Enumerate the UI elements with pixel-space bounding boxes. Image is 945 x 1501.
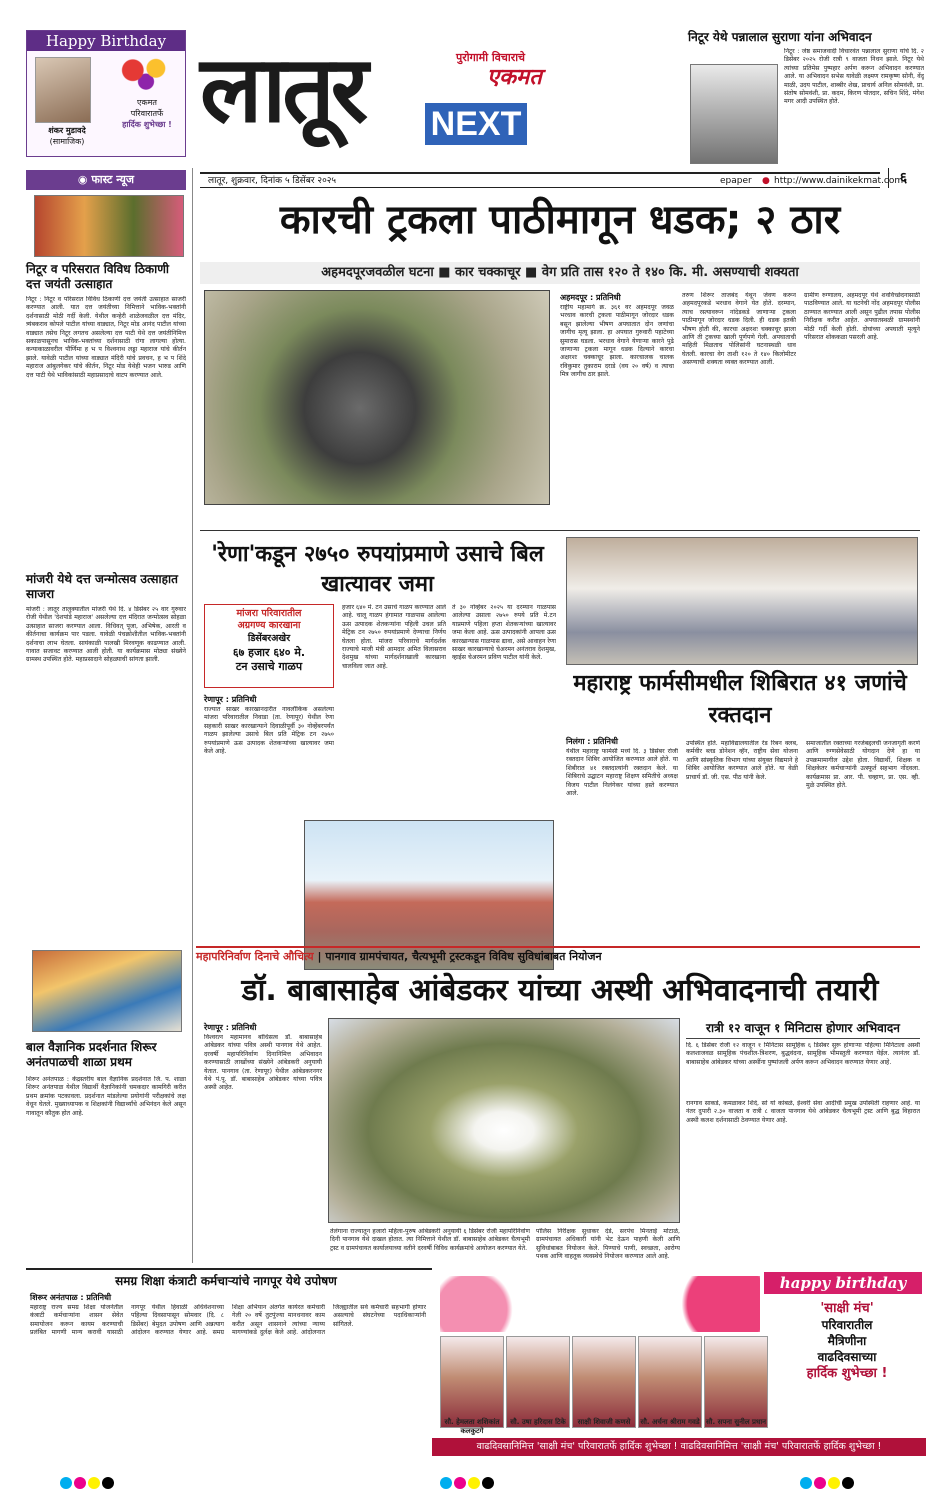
- mahaparinirvan-bar: [196, 946, 920, 966]
- sakshi-hb-label: happy birthday: [764, 1272, 922, 1294]
- pharmacy-dateline: निलंगा : प्रतिनिधी: [566, 737, 618, 746]
- fast-news-story2-text: मांजरी : लातूर तालुक्यातील मांजरी येथे दि. ४ डिसेंबर २५ वार गुरुवार रोजी येथील 'देशपांडे महाराज' असलेल्या दत्त मंदिरात जन्मोत्सव सोहळा उत्साहात साजरा करण्यात आला. विधिवत् पूजा, अभिषेक, आरती व कीर्तनाचा कार्यक्रम पार पडला. यावेळी पंचक्रोशीतील भाविक-भक्तांनी दर्शनाचा लाभ घेतला. सायंकाळी पालखी मिरवणूक काढण्यात आली. गावात सजावट करण्यात आली होती. या कार्यक्रमास मोठ्या संख्येने ग्रामस्थ उपस्थित होते. महाप्रसादाने सोहळ्याची सांगता झाली.: [26, 606, 186, 664]
- obituary-headline: निटूर येथे पन्नालाल सुराणा यांना अभिवादन: [688, 30, 872, 44]
- tulip-decor-icon: [440, 1276, 760, 1332]
- fast-news-header: [26, 170, 186, 190]
- obituary-text: निटूर : जेष्ठ समाजवादी विचारवंत पन्नालाल सुराणा यांचे दि. २ डिसेंबर २०२५ रोजी रात्री ९ वाजता निधन झाले. निटूर येथे त्यांच्या प्रतिमेस पुष्पहार अर्पण करून अभिवादन करण्यात आले. या अभिवादन सभेस यावेळी लक्ष्मण रामकृष्ण सोनी, वेंदू माळी, उदय पाटील, शाब्बीर शेख, प्राचार्य अनिल सोमवंशी, प्रा. संतोष सोमवंशी, प्रा. कदम, किरण पोतदार, सचिन शिंदे, मंगेश मगर आदी उपस्थित होते.: [784, 48, 924, 106]
- strike-text: महाराष्ट्र राज्य समग्र शिक्षा योजनेतील कंत्राटी कर्मचाऱ्यांना शासन सेवेत समायोजन करून कायम करण्याची प्रलंबित मागणी मान्य करावी यासाठी नागपूर येथील हिवाळी अधिवेशनाच्या पहिल्या दिवसापासून सोमवार (दि. ८ डिसेंबर) बेमुदत उपोषण आणि अन्नत्याग आंदोलन करण्यात येणार आहे. समग्र शिक्षा अभियान अंतर्गत कार्यरत कर्मचारी गेली २० वर्षे तुटपुंज्या मानधनावर काम करीत असून शासनाने त्यांच्या न्याय्य मागण्यांकडे दुर्लक्ष केले आहे. आंदोलनात जिल्ह्यातील सर्व कर्मचारी सहभागी होणार असल्याचे संघटनेच्या पदाधिकाऱ्यांनी सांगितले.: [30, 1304, 426, 1337]
- sakshi-bottom-bar: वाढदिवसानिमित्त 'साक्षी मंच' परिवारातर्फे हार्दिक शुभेच्छा ! वाढदिवसानिमित्त 'साक्षी मंच' परिवारातर्फे हार्दिक शुभेच्छा !: [432, 1438, 926, 1456]
- page-number: ६: [888, 168, 918, 188]
- registration-right: [800, 1474, 856, 1493]
- person-name-3: साक्षी शिवाजी कणसे: [577, 1418, 631, 1426]
- person-name-1: सौ. हेमलता शशिकांत कलकुटगे: [444, 1418, 500, 1435]
- mahaparinirvan-bar-label: महापरिनिर्वाण दिनाचे औचित्य: [196, 950, 314, 963]
- lead-col-1: राष्ट्रीय महामार्ग क्र. ३६१ वर अहमदपूर जवळ भरधाव कारची ट्रकला पाठीमागून जोरदार धडक बसून झालेल्या भीषण अपघातात दोन जणांचा जागीच मृत्यू झाला. हा अपघात गुरुवारी पहाटेच्या सुमारास घडला. भरधाव वेगाने येणाऱ्या कारने पुढे जाणाऱ्या ट्रकला मागून धडक दिल्याने कारचा अक्षरशः चक्काचूर झाला. कारचालक चालक रविकुमार तुकाराम दराडे (वय २० वर्ष) व त्याचा मित्र जागीच ठार झाले.: [560, 304, 674, 379]
- lead-crash-photo: [204, 290, 550, 505]
- birthday-wish-1: एकमत: [137, 98, 157, 107]
- fast-news-photo-1: [34, 195, 184, 257]
- mahaparinirvan-col-1: विश्वरत्न महामानव बोधिसत्व डॉ. बाबासाहेब आंबेडकर यांच्या पवित्र अस्थी पानगाव येथे आहेत. दरवर्षी महापरिनिर्वाण दिनानिमित्त अभिवादन करण्यासाठी लाखोंच्या संख्येने आंबेडकरी अनुयायी येतात. पानगाव (ता. रेणापूर) येथील आंबेडकरनगर येथे पं.पू. डॉ. बाबासाहेब आंबेडकर यांच्या पवित्र अस्थी आहेत.: [204, 1034, 322, 1092]
- sakshi-caption-3: मैत्रिणीना: [827, 1334, 867, 1348]
- mahaparinirvan-bar-text: पानगाव ग्रामपंचायत, चैत्यभूमी ट्रस्टकडून विविध सुविधांबाबत नियोजन: [325, 950, 602, 963]
- section-divider-1: [200, 530, 920, 531]
- reyna-col-1: राज्यात साखर कारखानदारीत नावलौकिक असलेल्या मांजरा परिवारातील निवाडा (ता. रेणापूर) येथील रेणा सहकारी साखर कारखान्याने दिवाळीपूर्वी ३० नोव्हेंबरपर्यंत गाळप झालेल्या उसाचे बिल प्रति मेट्रिक टन २७५० रुपयांप्रमाणे ऊस उत्पादक शेतकऱ्यांच्या खात्यावर जमा केले आहे.: [204, 706, 334, 756]
- lead-subhead: अहमदपूरजवळील घटना ■ कार चक्काचूर ■ वेग प्रति तास १२० ते १४० कि. मी. असण्याची शक्यता: [200, 262, 920, 284]
- person-photo-3: [572, 1336, 636, 1428]
- reyna-box-line1: मांजरा परिवारातील: [236, 608, 302, 619]
- epaper-label: epaper: [720, 176, 752, 186]
- flowers-icon: [113, 55, 179, 93]
- reyna-col-3: ते ३० नोव्हेंबर २०२५ या दरम्यान गाळपास आलेल्या उसाला २७५० रुपये प्रति मे.टन याप्रमाणे पहिला हप्ता शेतकऱ्यांच्या खात्यावर जमा केला आहे. ऊस उत्पादकांनी आपला ऊस कारखान्यास गाळपास द्यावा, असे आवाहन रेणा साखर कारखान्याचे चेअरमन अनंतराव देशमुख, व्हाईस चेअरमन प्रविण पाटील यांनी केले.: [452, 604, 556, 662]
- mahaparinirvan-col-3: पोलिस निरीक्षक सुधाकर देडे, सरपंच मिनताई मोटाळे, ग्रामपंचायत अधिकारी यांनी भेट देऊन पाहणी केली आणि सुविधांबाबत नियोजन केले. पिण्याचे पाणी, स्वच्छता, आरोग्य पथक आणि वाहतूक व्यवस्थेचे नियोजन करण्यात आले आहे.: [536, 1228, 680, 1261]
- reyna-box-line5: टन उसाचे गाळप: [235, 660, 303, 673]
- reyna-box-line4: ६७ हजार ६४० मे.: [232, 646, 306, 659]
- strike-headline: समग्र शिक्षा कंत्राटी कर्मचाऱ्यांचे नागपूर येथे उपोषण: [115, 1274, 337, 1288]
- mahaparinirvan-side-col: रानगाव साकडे, कमळाकर शिंदे, सो यो कांबळे, ईश्वरी सेवा आदींची प्रमुख उपस्थिती राहणार आहे. या नंतर दुपारी २.३० वाजता व रात्री ८ वाजता पानगाव येथे आंबेडकर चैत्यभूमी ट्रस्ट आणि बुद्ध विहारात अस्थी कलश दर्शनासाठी ठेवण्यात येणार आहे.: [686, 1100, 920, 1124]
- sakshi-caption-1: 'साक्षी मंच': [820, 1301, 874, 1316]
- strike-dateline: शिरूर अनंतपाळ : प्रतिनिधी: [30, 1293, 112, 1302]
- birthday-role: (सामाजिक): [49, 137, 85, 146]
- lead-dateline: अहमदपूर : प्रतिनिधी: [560, 293, 621, 302]
- fast-news-story2-headline: मांजरी येथे दत्त जन्मोत्सव उत्साहात साजरा: [26, 572, 178, 601]
- obituary-photo: [690, 64, 778, 164]
- sakshi-caption-5: हार्दिक शुभेच्छा !: [806, 1366, 888, 1381]
- pharmacy-photo: [566, 537, 918, 665]
- reyna-dateline: रेणापूर : प्रतिनिधी: [204, 695, 257, 704]
- birthday-title: Happy Birthday: [27, 31, 185, 51]
- reyna-box-line2: अग्रगण्य कारखाना: [237, 620, 301, 631]
- website-link[interactable]: http://www.dainikekmat.com: [774, 176, 904, 186]
- print-registration-marks: [20, 1470, 925, 1490]
- dateline-bar: [200, 172, 904, 188]
- masthead-lokmat: एकमत: [487, 65, 542, 90]
- midnight-headline: रात्री १२ वाजून १ मिनिटास होणार अभिवादन: [686, 1020, 920, 1039]
- lead-headline: कारची ट्रकला पाठीमागून धडक; २ ठार: [279, 197, 841, 243]
- sakshi-caption-2: परिवारातील: [821, 1318, 873, 1332]
- birthday-photo: [35, 57, 91, 123]
- fast-news-label: फास्ट न्यूज: [91, 173, 135, 186]
- fast-news-story1-headline: निटूर व परिसरात विविध ठिकाणी दत्त जयंती उत्साहात: [26, 262, 170, 291]
- midnight-box: [686, 1020, 920, 1095]
- masthead-title: लातूर: [200, 36, 365, 143]
- reyna-box-line3: डिसेंबरअखेर: [247, 633, 291, 644]
- pharmacy-col-1: येथील महाराष्ट्र फार्मसी मध्ये दि. ३ डिसेंबर रोजी रक्तदान शिबिर आयोजित करण्यात आले होते. या शिबीरात ४१ रक्तदात्यांनी रक्तदान केले. या शिबिराचे उद्घाटन महाराष्ट्र शिक्षण समितीचे अध्यक्ष विजय पाटील निलंगेकर यांच्या हस्ते करण्यात आले.: [566, 748, 678, 798]
- mahaparinirvan-col-2: तेलंगाना राज्यातून हजारो महिला-पुरुष आंबेडकरी अनुयायी ६ डिसेंबर रोजी महापरिनिर्वाण दिनी पानगाव येथे दाखल होतात. त्या निमित्ताने येथील डॉ. बाबासाहेब आंबेडकर चैत्यभूमी ट्रस्ट व ग्रामपंचायत कार्यालयाच्या वतीने दरवर्षी विविध कार्यक्रमांचे आयोजन करण्यात येते.: [330, 1228, 530, 1252]
- birthday-wish-2: परिवारातर्फे: [130, 109, 164, 118]
- registration-center: [440, 1474, 496, 1493]
- fast-news-story3-text: शिरूर अनंतपाळ : केंद्रस्तरीय बाल वैज्ञानिक प्रदर्शनात जि. प. शाळा शिरूर अनंतपाळ येथील विद्यार्थी वैज्ञानिकांनी चमकदार कामगिरी करीत प्रथम क्रमांक पटकावला. प्रदर्शनात मांडलेल्या प्रयोगांनी परीक्षकांचे लक्ष वेधून घेतले. मुख्याध्यापक व शिक्षकांनी विद्यार्थ्यांचे अभिनंदन केले असून गावातून कौतुक होत आहे.: [26, 1076, 186, 1117]
- birthday-name: शंकर मुडावदे: [48, 126, 86, 135]
- sakshi-caption-4: वाढदिवसाच्या: [817, 1350, 877, 1364]
- person-photo-2: [506, 1336, 570, 1428]
- person-name-5: सौ. सपना सुनील प्रधान: [705, 1418, 767, 1426]
- mahaparinirvan-headline: डॉ. बाबासाहेब आंबेडकर यांच्या अस्थी अभिवादनाची तयारी: [241, 973, 879, 1008]
- midnight-text: दि. ६ डिसेंबर रोजी १२ वाजून १ मिनिटास सामूहिक ६ डिसेंबर सुरू होणाऱ्या पहिल्या मिनिटाला अस्थी कलशाजवळ सामूहिक पंचशील-त्रिशरण, बुद्धवंदना, सामूहिक भीमस्तुती करण्यात येईल. त्यानंतर डॉ. बाबासाहेब आंबेडकर यांच्या अस्थींना पुष्पांजली अर्पण करून अभिवादन करण्यात येणार आहे.: [686, 1042, 920, 1066]
- reyna-col-2: हजार ६४० मे. टन उसाचे गाळप करण्यात आले आहे. चालू गाळप हंगामात गाळपास आलेल्या ऊस उत्पादक शेतकऱ्यांना पहिली उचल प्रति मेट्रिक टन २७५० रुपयांप्रमाणे देण्याचा निर्णय घेतला होता. मांजरा परिवाराचे मार्गदर्शक राज्याचे माजी मंत्री आमदार अमित विलासराव देशमुख यांच्या मार्गदर्शनाखाली कारखाना चालविला जात आहे.: [342, 604, 446, 670]
- masthead-tagline: पुरोगामी विचाराचे: [456, 51, 526, 64]
- column-divider: [192, 168, 193, 1263]
- stupa-photo: [328, 1018, 680, 1223]
- fast-news-story1-text: निटूर : निटूर व परिसरात विविध ठिकाणी दत्त जयंती उत्साहात साजरी करण्यात आली. यात दत्त जयंतीच्या निमित्ताने भाविक-भक्तांनी दर्शनासाठी मोठी गर्दी केली. येथील कन्हेरी शाळेजवळील दत्त मंदिर, त्र्यंबकराव कोपले पाटील यांच्या वाड्यात, निटूर मोड आनंद पाटील यांच्या वाड्यात तसेच निटूर लगतच असलेल्या दत्त पाटी येथे दत्त जयंतीनिमित्त सकाळपासूनच भाविक-भक्तांच्या दर्शनासाठी रांगा लागल्या होत्या. कन्याकाळावरील पौर्णिमा ह भ प विश्वनाथ लड्डा महाराज यांचे कीर्तन झाले. यावेळी पाटील यांच्या वाड्यात मंदिरी यांचे प्रवचन, ह भ प शिंदे महाराज आंबुलगेकर यांचे कीर्तन, निटूर मोड येथेही भजन भारुड आणि दत्त पाटी येथे भाविकांसाठी महाप्रसादाचे वाटप करण्यात आले.: [26, 296, 186, 379]
- reyna-headline: 'रेणा'कडून २७५० रुपयांप्रमाणे उसाचे बिल खात्यावर जमा: [211, 542, 544, 597]
- person-photo-5: [704, 1336, 768, 1428]
- mahaparinirvan-dateline: रेणापूर : प्रतिनिधी: [204, 1023, 257, 1032]
- person-name-2: सौ. उषा हरिदास टिके: [510, 1418, 566, 1426]
- person-photo-1: [440, 1336, 504, 1428]
- person-photo-4: [638, 1336, 702, 1428]
- masthead-next-logo: NEXT: [425, 103, 527, 145]
- fast-news-photo-2: [32, 950, 182, 1032]
- pharmacy-headline: महाराष्ट्र फार्मसीमधील शिबिरात ४१ जणांचे रक्तदान: [573, 671, 907, 728]
- lead-col-2: तरुण शिरूर ताजबंद येथून जेवण करून अहमदपूरकडे भरधाव वेगाने येत होते. दरम्यान, त्याच रस्त्यावरून नांदेडकडे जाणाऱ्या ट्रकला पाठीमागून जोरदार धडक दिली. ही धडक इतकी भीषण होती की, कारचा अक्षरशः चक्काचूर झाला आणि ती ट्रकच्या खाली पूर्णपणे गेली. अपघाताची माहिती मिळताच पोलिसांनी घटनास्थळी धाव घेतली. कारचा वेग ताशी १२० ते १४० किलोमीटर असण्याची शक्यता व्यक्त करण्यात आली.: [682, 292, 796, 367]
- globe-icon: ●: [762, 176, 770, 186]
- birthday-wish-3: हार्दिक शुभेच्छा !: [122, 120, 172, 129]
- fast-news-story3-headline: बाल वैज्ञानिक प्रदर्शनात शिरूर अनंतपाळची शाळा प्रथम: [26, 1040, 157, 1069]
- reyna-highlight-box: [204, 604, 334, 688]
- registration-left: [60, 1474, 116, 1493]
- sakshi-caption: [774, 1300, 920, 1383]
- dateline-text: लातूर, शुक्रवार, दिनांक ५ डिसेंबर २०२५: [208, 176, 337, 186]
- fast-news-icon: ◉: [77, 173, 92, 186]
- pharmacy-col-2: उपस्थित होते. महाविद्यालयातील रेड रिबन क्लब, कर्मवीर ब्लड डोनेशन व्हॅन, राष्ट्रीय सेवा योजना आणि सांस्कृतिक विभाग यांच्या संयुक्त विद्यमाने हे शिबिर आयोजित करण्यात आले होते. या वेळी प्राचार्य डॉ. जी. एस. पीठ यांनी केले.: [686, 740, 798, 781]
- mahaparinirvan-bar-sep: |: [317, 950, 326, 963]
- lead-col-3: ग्रामीण रुग्णालय, अहमदपूर येथे शवविच्छेदनासाठी पाठविण्यात आले. या घटनेची नोंद अहमदपूर पोलीस ठाण्यात करण्यात आली असून पुढील तपास पोलीस निरीक्षक करीत आहेत. अपघातस्थळी ग्रामस्थांनी मोठी गर्दी केली होती. दोघांच्या अपघाती मृत्यूने परिसरात शोककळा पसरली आहे.: [804, 292, 920, 342]
- pharmacy-col-3: समाजातील रक्ताच्या गरजेबद्दलची जनजागृती करणे आणि रुग्णसेवेसाठी योगदान देणे हा या उपक्रमामागील उद्देश होता. विद्यार्थी, शिक्षक व शिक्षकेतर कर्मचाऱ्यांनी उत्स्फूर्त सहभाग नोंदवला. कार्यक्रमास प्रा. आर. पी. चव्हाण, प्रा. एस. व्ही. मुळे उपस्थित होते.: [806, 740, 920, 790]
- birthday-box: [26, 30, 186, 157]
- person-name-4: सौ. अर्चना श्रीराम गवडे: [640, 1418, 700, 1426]
